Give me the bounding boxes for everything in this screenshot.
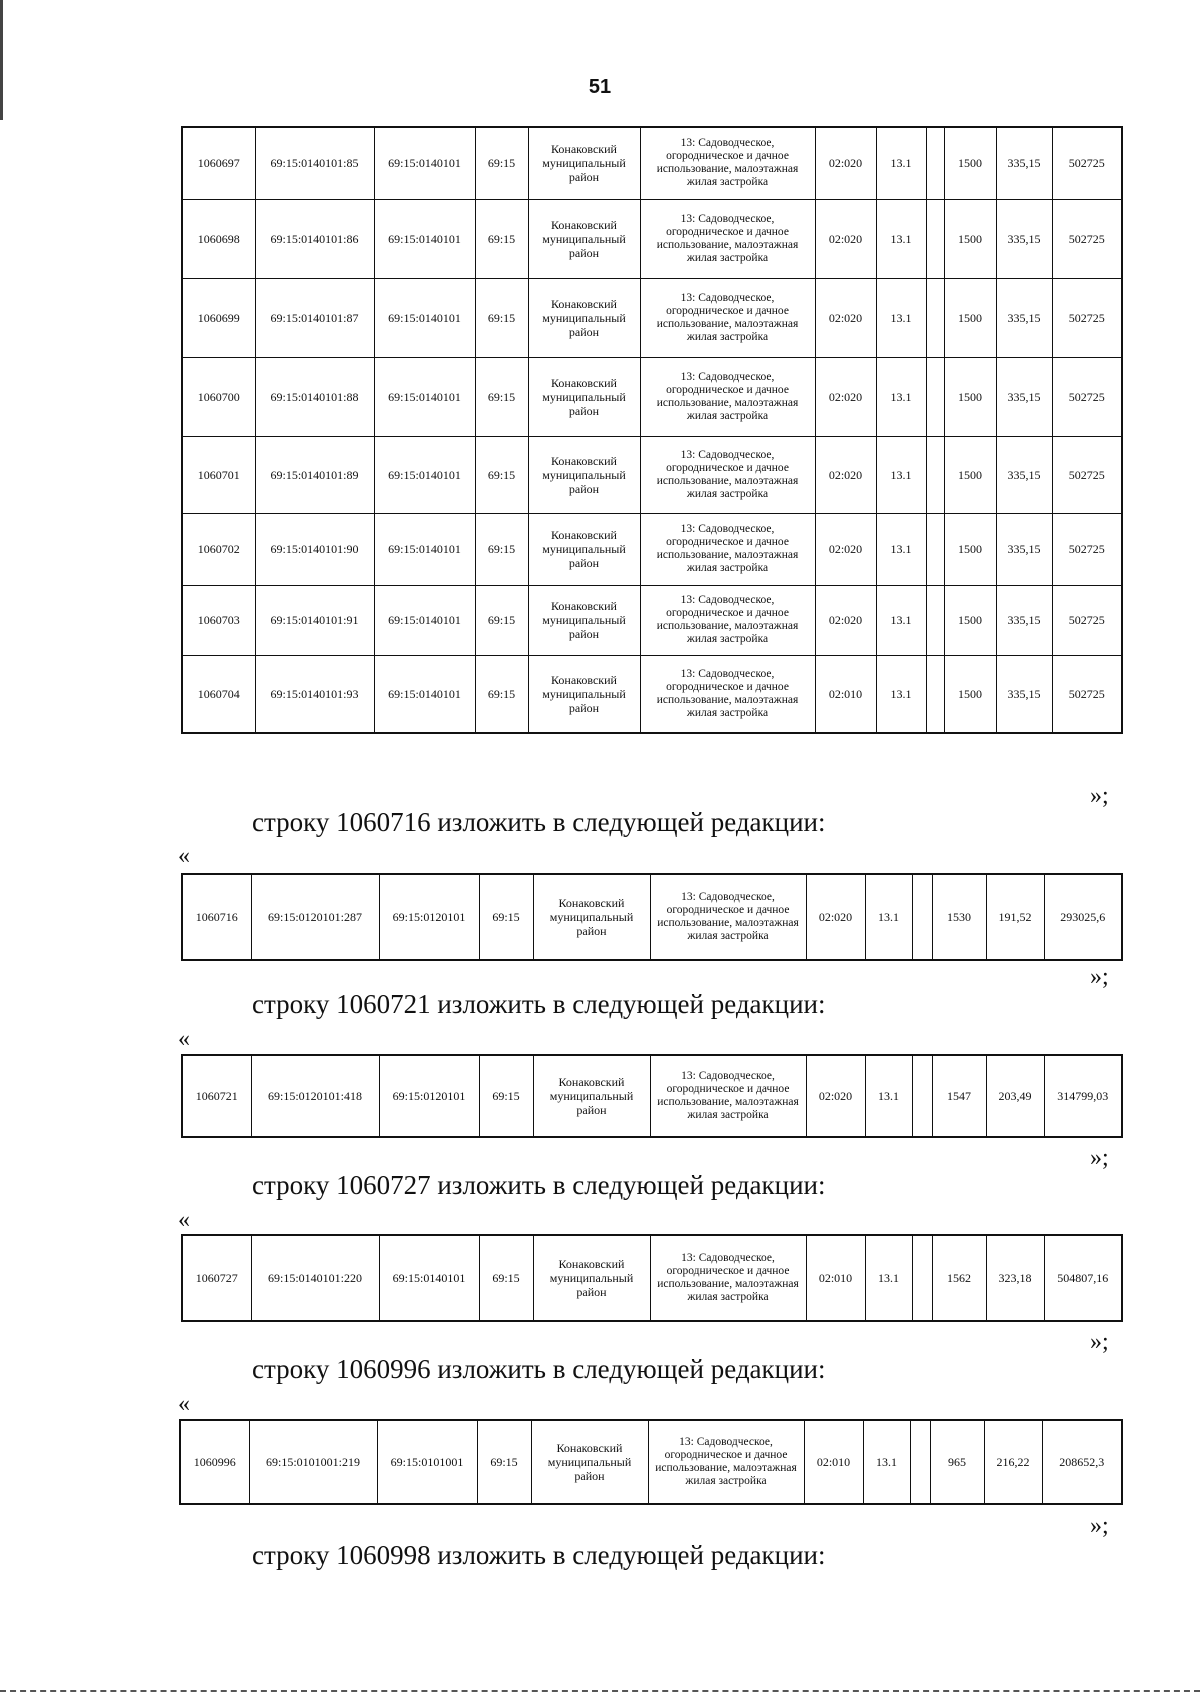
cell-group: 13.1 (865, 1235, 912, 1321)
cell-district-code: 69:15 (475, 199, 528, 278)
cell-cadastral-quarter: 69:15:0140101 (374, 199, 475, 278)
cell-district-code: 69:15 (475, 513, 528, 585)
cell-cadastral-value: 502725 (1052, 127, 1122, 199)
cell-use-code: 02:020 (806, 1055, 865, 1137)
amended-row-table (181, 873, 1123, 961)
closing-quote: »; (1090, 1513, 1109, 1539)
cell-empty (926, 278, 944, 357)
cell-cadastral-quarter: 69:15:0140101 (379, 1235, 479, 1321)
cell-area: 1562 (932, 1235, 986, 1321)
cell-area: 965 (930, 1420, 984, 1504)
cell-group: 13.1 (876, 199, 926, 278)
opening-quote: « (178, 1207, 190, 1233)
cell-cadastral-value: 502725 (1052, 278, 1122, 357)
closing-quote: »; (1090, 783, 1109, 809)
cell-group: 13.1 (876, 655, 926, 733)
cell-cadastral-number: 69:15:0140101:87 (255, 278, 374, 357)
cell-land-use: 13: Садоводческое, огородническое и дачное использование, малоэтажная жилая застройка (640, 513, 815, 585)
cell-cadastral-quarter: 69:15:0140101 (374, 513, 475, 585)
cell-district: Конаковский муниципальный район (528, 585, 640, 655)
closing-quote: »; (1090, 1329, 1109, 1355)
cell-id: 1060702 (182, 513, 255, 585)
cell-district-code: 69:15 (475, 357, 528, 436)
cell-district: Конаковский муниципальный район (528, 278, 640, 357)
cell-land-use: 13: Садоводческое, огородническое и дачное использование, малоэтажная жилая застройка (648, 1420, 804, 1504)
cell-use-code: 02:010 (806, 1235, 865, 1321)
cell-use-code: 02:020 (815, 513, 876, 585)
cell-cadastral-number: 69:15:0140101:89 (255, 436, 374, 513)
cell-land-use: 13: Садоводческое, огородническое и дачное использование, малоэтажная жилая застройка (640, 199, 815, 278)
cell-district: Конаковский муниципальный район (533, 1055, 650, 1137)
cell-empty (926, 513, 944, 585)
cell-land-use: 13: Садоводческое, огородническое и дачное использование, малоэтажная жилая застройка (640, 278, 815, 357)
cell-district: Конаковский муниципальный район (531, 1420, 648, 1504)
table-row (180, 1420, 1122, 1504)
cell-district-code: 69:15 (475, 585, 528, 655)
cell-id: 1060727 (182, 1235, 251, 1321)
cell-district-code: 69:15 (475, 436, 528, 513)
cell-land-use: 13: Садоводческое, огородническое и дачное использование, малоэтажная жилая застройка (640, 357, 815, 436)
cell-group: 13.1 (863, 1420, 910, 1504)
cell-group: 13.1 (876, 278, 926, 357)
table-row (182, 436, 1122, 513)
cell-rate: 335,15 (996, 436, 1052, 513)
table-row (182, 278, 1122, 357)
cell-group: 13.1 (876, 585, 926, 655)
opening-quote: « (178, 1391, 190, 1417)
cell-area: 1500 (944, 513, 996, 585)
cell-area: 1500 (944, 655, 996, 733)
section-heading: строку 1060721 изложить в следующей редакции: (252, 989, 826, 1019)
cell-cadastral-value: 314799,03 (1044, 1055, 1122, 1137)
cell-rate: 335,15 (996, 513, 1052, 585)
cell-empty (926, 585, 944, 655)
cell-rate: 335,15 (996, 655, 1052, 733)
cell-id: 1060701 (182, 436, 255, 513)
section-heading: строку 1060998 изложить в следующей редакции: (252, 1540, 826, 1570)
cell-area: 1500 (944, 357, 996, 436)
cell-use-code: 02:020 (815, 357, 876, 436)
cell-rate: 216,22 (984, 1420, 1042, 1504)
cell-rate: 191,52 (986, 874, 1044, 960)
cell-empty (926, 655, 944, 733)
cell-district-code: 69:15 (479, 874, 533, 960)
cell-area: 1530 (932, 874, 986, 960)
cell-cadastral-quarter: 69:15:0120101 (379, 1055, 479, 1137)
cell-land-use: 13: Садоводческое, огородническое и дачное использование, малоэтажная жилая застройка (640, 436, 815, 513)
cell-id: 1060697 (182, 127, 255, 199)
cell-use-code: 02:020 (815, 127, 876, 199)
cell-cadastral-number: 69:15:0120101:287 (251, 874, 379, 960)
cell-district-code: 69:15 (479, 1055, 533, 1137)
amended-row-table (181, 1054, 1123, 1138)
cell-id: 1060699 (182, 278, 255, 357)
cell-land-use: 13: Садоводческое, огородническое и дачное использование, малоэтажная жилая застройка (640, 585, 815, 655)
opening-quote: « (178, 1026, 190, 1052)
table-row (182, 127, 1122, 199)
cell-area: 1500 (944, 199, 996, 278)
cell-id: 1060703 (182, 585, 255, 655)
table-row (182, 1055, 1122, 1137)
cell-use-code: 02:020 (815, 199, 876, 278)
cell-district: Конаковский муниципальный район (528, 127, 640, 199)
cell-cadastral-quarter: 69:15:0140101 (374, 357, 475, 436)
opening-quote: « (178, 843, 190, 869)
cell-cadastral-number: 69:15:0140101:90 (255, 513, 374, 585)
cell-cadastral-quarter: 69:15:0140101 (374, 127, 475, 199)
cell-cadastral-quarter: 69:15:0140101 (374, 655, 475, 733)
table-row (182, 357, 1122, 436)
cell-use-code: 02:020 (806, 874, 865, 960)
cell-district: Конаковский муниципальный район (528, 199, 640, 278)
cell-area: 1547 (932, 1055, 986, 1137)
cell-cadastral-value: 504807,16 (1044, 1235, 1122, 1321)
cell-cadastral-value: 502725 (1052, 199, 1122, 278)
cell-cadastral-value: 208652,3 (1042, 1420, 1122, 1504)
cell-cadastral-quarter: 69:15:0120101 (379, 874, 479, 960)
cell-use-code: 02:020 (815, 278, 876, 357)
cell-district: Конаковский муниципальный район (533, 1235, 650, 1321)
cell-id: 1060698 (182, 199, 255, 278)
closing-quote: »; (1090, 1145, 1109, 1171)
cell-empty (926, 357, 944, 436)
cell-empty (912, 874, 932, 960)
cell-area: 1500 (944, 585, 996, 655)
cell-cadastral-number: 69:15:0120101:418 (251, 1055, 379, 1137)
cell-rate: 335,15 (996, 199, 1052, 278)
cell-group: 13.1 (865, 874, 912, 960)
cell-group: 13.1 (876, 127, 926, 199)
cell-area: 1500 (944, 278, 996, 357)
cell-cadastral-quarter: 69:15:0140101 (374, 436, 475, 513)
cell-rate: 335,15 (996, 278, 1052, 357)
cell-group: 13.1 (876, 513, 926, 585)
section-heading: строку 1060996 изложить в следующей редакции: (252, 1354, 826, 1384)
cell-cadastral-value: 502725 (1052, 655, 1122, 733)
page-number: 51 (588, 76, 612, 98)
main-register-table (181, 126, 1123, 734)
cell-land-use: 13: Садоводческое, огородническое и дачное использование, малоэтажная жилая застройка (650, 1235, 806, 1321)
cell-area: 1500 (944, 127, 996, 199)
cell-cadastral-quarter: 69:15:0140101 (374, 585, 475, 655)
closing-quote: »; (1090, 964, 1109, 990)
cell-land-use: 13: Садоводческое, огородническое и дачное использование, малоэтажная жилая застройка (650, 874, 806, 960)
cell-cadastral-number: 69:15:0140101:88 (255, 357, 374, 436)
cell-district: Конаковский муниципальный район (528, 513, 640, 585)
cell-district-code: 69:15 (475, 278, 528, 357)
cell-district: Конаковский муниципальный район (533, 874, 650, 960)
amended-row-table (181, 1234, 1123, 1322)
cell-cadastral-number: 69:15:0140101:85 (255, 127, 374, 199)
cell-rate: 323,18 (986, 1235, 1044, 1321)
cell-use-code: 02:010 (815, 655, 876, 733)
cell-land-use: 13: Садоводческое, огородническое и дачное использование, малоэтажная жилая застройка (650, 1055, 806, 1137)
cell-cadastral-value: 502725 (1052, 436, 1122, 513)
cell-rate: 335,15 (996, 585, 1052, 655)
cell-area: 1500 (944, 436, 996, 513)
cell-empty (912, 1055, 932, 1137)
cell-cadastral-number: 69:15:0140101:86 (255, 199, 374, 278)
table-row (182, 513, 1122, 585)
cell-rate: 335,15 (996, 127, 1052, 199)
cell-use-code: 02:010 (804, 1420, 863, 1504)
cell-cadastral-number: 69:15:0140101:91 (255, 585, 374, 655)
cell-district-code: 69:15 (475, 127, 528, 199)
section-heading: строку 1060727 изложить в следующей редакции: (252, 1170, 826, 1200)
cell-land-use: 13: Садоводческое, огородническое и дачное использование, малоэтажная жилая застройка (640, 127, 815, 199)
table-row (182, 1235, 1122, 1321)
cell-id: 1060716 (182, 874, 251, 960)
table-row (182, 199, 1122, 278)
cell-rate: 335,15 (996, 357, 1052, 436)
cell-cadastral-value: 293025,6 (1044, 874, 1122, 960)
cell-id: 1060700 (182, 357, 255, 436)
cell-empty (926, 199, 944, 278)
cell-empty (926, 436, 944, 513)
cell-group: 13.1 (865, 1055, 912, 1137)
cell-cadastral-quarter: 69:15:0140101 (374, 278, 475, 357)
cell-district: Конаковский муниципальный район (528, 436, 640, 513)
cell-group: 13.1 (876, 436, 926, 513)
cell-land-use: 13: Садоводческое, огородническое и дачное использование, малоэтажная жилая застройка (640, 655, 815, 733)
cell-cadastral-value: 502725 (1052, 357, 1122, 436)
cell-rate: 203,49 (986, 1055, 1044, 1137)
table-row (182, 874, 1122, 960)
cell-use-code: 02:020 (815, 585, 876, 655)
cell-district: Конаковский муниципальный район (528, 357, 640, 436)
cell-group: 13.1 (876, 357, 926, 436)
cell-district-code: 69:15 (477, 1420, 531, 1504)
cell-cadastral-quarter: 69:15:0101001 (377, 1420, 477, 1504)
cell-id: 1060996 (180, 1420, 249, 1504)
cell-empty (926, 127, 944, 199)
cell-district-code: 69:15 (479, 1235, 533, 1321)
cell-district: Конаковский муниципальный район (528, 655, 640, 733)
amended-row-table (179, 1419, 1123, 1505)
cell-id: 1060704 (182, 655, 255, 733)
cell-cadastral-value: 502725 (1052, 513, 1122, 585)
cell-id: 1060721 (182, 1055, 251, 1137)
cell-cadastral-number: 69:15:0101001:219 (249, 1420, 377, 1504)
cell-use-code: 02:020 (815, 436, 876, 513)
cell-cadastral-number: 69:15:0140101:93 (255, 655, 374, 733)
table-row (182, 655, 1122, 733)
scan-edge-mark (0, 0, 3, 120)
cell-empty (910, 1420, 930, 1504)
cell-cadastral-value: 502725 (1052, 585, 1122, 655)
cell-empty (912, 1235, 932, 1321)
cell-district-code: 69:15 (475, 655, 528, 733)
table-row (182, 585, 1122, 655)
section-heading: строку 1060716 изложить в следующей редакции: (252, 807, 826, 837)
cell-cadastral-number: 69:15:0140101:220 (251, 1235, 379, 1321)
scan-bottom-edge (0, 1690, 1200, 1694)
